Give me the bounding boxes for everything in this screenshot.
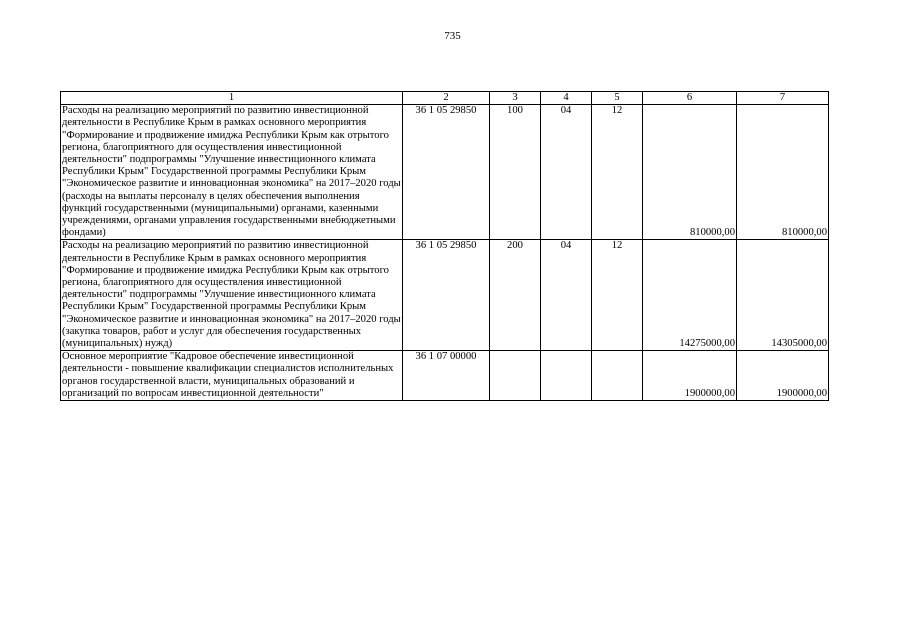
row-code: 36 1 05 29850 bbox=[403, 240, 490, 351]
table-row bbox=[61, 351, 829, 401]
header-cell-6: 6 bbox=[643, 92, 737, 105]
row-code: 36 1 07 00000 bbox=[403, 351, 490, 401]
table-row bbox=[61, 105, 829, 240]
page-number: 735 bbox=[444, 30, 461, 42]
row-amount-col6: 1900000,00 bbox=[643, 351, 737, 401]
header-cell-3: 3 bbox=[490, 92, 541, 105]
row-amount-col6: 14275000,00 bbox=[643, 240, 737, 351]
row-col5: 12 bbox=[592, 240, 643, 351]
table-header-row bbox=[61, 92, 829, 105]
header-cell-2: 2 bbox=[403, 92, 490, 105]
row-code: 36 1 05 29850 bbox=[403, 105, 490, 240]
row-amount-col7: 1900000,00 bbox=[737, 351, 829, 401]
row-col5: 12 bbox=[592, 105, 643, 240]
row-col3: 100 bbox=[490, 105, 541, 240]
row-description: Основное мероприятие "Кадровое обеспечение инвестиционной деятельности - повышение квалификации специалистов исполнительных органов государственной власти, муниципальных образований и организаций по вопросам инвестиционной деятельности" bbox=[61, 351, 403, 401]
table-row bbox=[61, 240, 829, 351]
header-cell-5: 5 bbox=[592, 92, 643, 105]
row-description: Расходы на реализацию мероприятий по развитию инвестиционной деятельности в Республике Крым в рамках основного мероприятия "Формирование и продвижение имиджа Республики Крым как отрытого региона, благоприятного для осуществления инвестиционной деятельности" подпрограммы "Улучшение инвестиционного климата Республики Крым" Государственной программы Республики Крым "Экономическое развитие и инновационная экономика" на 2017–2020 годы (закупка товаров, работ и услуг для обеспечения государственных (муниципальных) нужд) bbox=[62, 240, 401, 350]
row-description: Расходы на реализацию мероприятий по развитию инвестиционной деятельности в Республике Крым в рамках основного мероприятия "Формирование и продвижение имиджа Республики Крым как отрытого региона, благоприятного для осуществления инвестиционной деятельности" подпрограммы "Улучшение инвестиционного климата Республики Крым" Государственной программы Республики Крым "Экономическое развитие и инновационная экономика" на 2017–2020 годы (расходы на выплаты персоналу в целях обеспечения выполнения функций государственными (муниципальными) органами, казенными учреждениями, органами управления государственными внебюджетными фондами) bbox=[62, 105, 401, 239]
row-col3 bbox=[490, 351, 541, 401]
header-cell-4: 4 bbox=[541, 92, 592, 105]
header-cell-7: 7 bbox=[737, 92, 829, 105]
row-col4: 04 bbox=[541, 240, 592, 351]
row-col5 bbox=[592, 351, 643, 401]
row-col3: 200 bbox=[490, 240, 541, 351]
row-col4 bbox=[541, 351, 592, 401]
row-amount-col7: 14305000,00 bbox=[737, 240, 829, 351]
row-col4: 04 bbox=[541, 105, 592, 240]
row-amount-col6: 810000,00 bbox=[643, 105, 737, 240]
header-cell-1: 1 bbox=[61, 92, 403, 105]
budget-table bbox=[60, 91, 829, 401]
row-amount-col7: 810000,00 bbox=[737, 105, 829, 240]
